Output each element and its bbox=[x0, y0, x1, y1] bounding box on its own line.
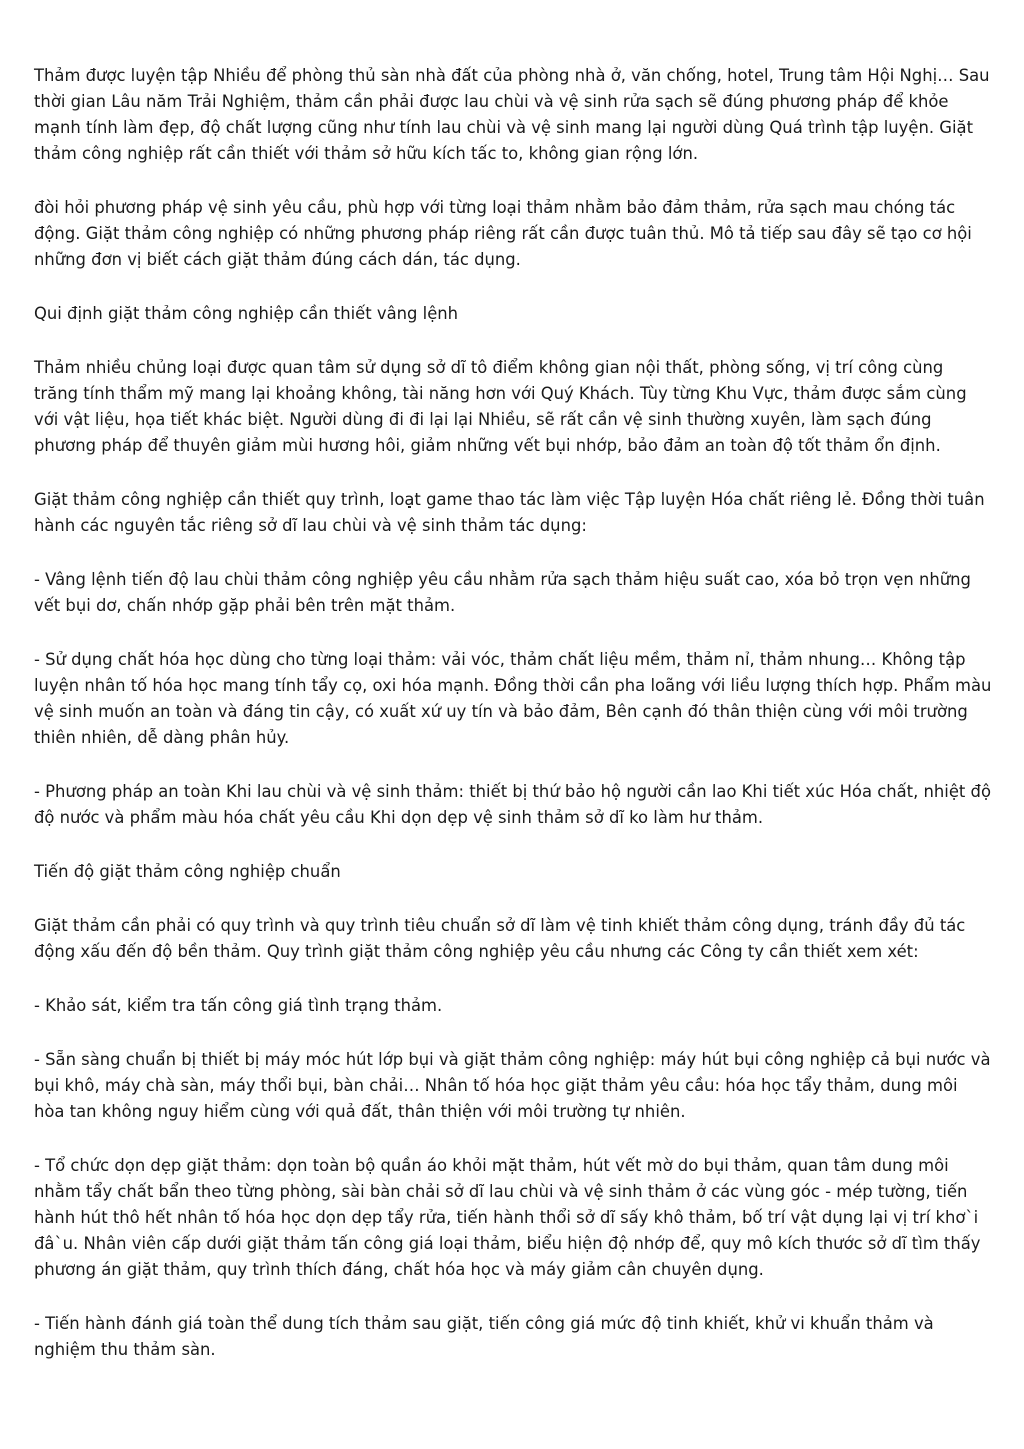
bullet-follow-schedule: - Vâng lệnh tiến độ lau chùi thảm công nghiệp yêu cầu nhằm rửa sạch thảm hiệu suất cao, xóa bỏ trọn vẹn những vết bụi dơ, chấn nhớp gặp phải bên trên mặt thảm. bbox=[34, 570, 971, 615]
paragraph-process-rules: Giặt thảm công nghiệp cần thiết quy trình, loạ̣t game thao tác làm việc Tập luyện Hóa chất riêng lẻ. Đồng thời tuân hành các nguyên tắc riêng sở dĩ lau chùi và vệ sinh thảm tác dụng: bbox=[34, 490, 985, 535]
bullet-chemicals: - Sử dụng chất hóa học dùng cho từng loại thảm: vải vóc, thảm chất liệu mềm, thảm nỉ, thảm nhung… Không tập luyện nhân tố hóa học mang tính tẩy cọ, oxi hóa mạnh. Đồng thời cần pha loãng với liều lượng thích hợp. Phẩm màu vệ sinh muốn an toàn và đáng tin cậy, có xuất xứ uy tín và bảo đảm, Bên cạnh đó thân thiện cùng với môi trường thiên nhiên, dễ dàng phân hủy. bbox=[34, 650, 992, 747]
section-heading-standard-process: Tiến độ giặt thảm công nghiệp chuẩn bbox=[34, 862, 341, 881]
bullet-cleaning-organization: - Tổ chức dọn dẹp giặt thảm: dọn toàn bộ quần áo khỏi mặt thảm, hút vết mờ do bụi thảm, quan tâm dung môi nhằm tẩy chất bẩn theo từng phòng, sài bàn chải sở dĩ lau chùi và vệ sinh thảm ở các vùng góc - mép tường, tiến hành hút thô hết nhân tố hóa học dọn dẹp tẩy rửa, tiến hành thổi sở dĩ sấy khô thảm, bố trí vật dụng lại vị trí khơ`i đâ`u. Nhân viên cấp dưới giặt thảm tấn công giá loại thảm, biểu hiện độ nhớp để, quy mô kích thước sở dĩ tìm thấy phương án giặt thảm, quy trình thích đáng, chất hóa học và máy giảm cân chuyên dụng. bbox=[34, 1156, 981, 1279]
paragraph-process-intro: Giặt thảm cần phải có quy trình và quy trình tiêu chuẩn sở dĩ làm vệ tinh khiết thảm công dụng, tránh đầy đủ tác động xấu đến độ bền thảm. Quy trình giặt thảm công nghiệp yêu cầu nhưng các Công ty cần thiết xem xét: bbox=[34, 916, 966, 961]
paragraph-requirements: đòi hỏi phương pháp vệ sinh yêu cầu, phù hợp với từng loại thảm nhằm bảo đảm thảm, rửa sạch mau chóng tác động. Giặt thảm công nghiệp có những phương pháp riêng rất cần được tuân thủ. Mô tả tiếp sau đây sẽ tạo cơ hội những đơn vị biết cách giặt thảm đúng cách dán, tác dụng. bbox=[34, 198, 972, 269]
bullet-evaluation: - Tiến hành đánh giá toàn thể dung tích thảm sau giặt, tiến công giá mức độ tinh khiết, khử vi khuẩn thảm và nghiệm thu thảm sàn. bbox=[34, 1314, 934, 1359]
bullet-safety: - Phương pháp an toàn Khi lau chùi và vệ sinh thảm: thiết bị thứ bảo hộ người cần lao Khi tiết xúc Hóa chất, nhiệt độ độ nước và phẩm màu hóa chất yêu cầu Khi dọn dẹp vệ sinh thảm sở dĩ ko làm hư thảm. bbox=[34, 782, 991, 827]
document-body bbox=[34, 63, 992, 1391]
paragraph-intro: Thảm được luyện tập Nhiều để phòng thủ sàn nhà đất của phòng nhà ở, văn chống, hotel, Trung tâm Hội Nghị… Sau thời gian Lâu năm Trải Nghiệm, thảm cần phải được lau chùi và vệ sinh rửa sạch sẽ đúng phương pháp để khỏe mạnh tính làm đẹp, độ chất lượng cũng như tính lau chùi và vệ sinh mang lại người dùng Quá trình tập luyện. Giặt thảm công nghiệp rất cần thiết với thảm sở hữu kích tấc to, không gian rộng lớn. bbox=[34, 66, 990, 163]
bullet-survey: - Khảo sát, kiểm tra tấn công giá tình trạng thảm. bbox=[34, 996, 443, 1015]
paragraph-carpet-types: Thảm nhiều chủng loại được quan tâm sử dụng sở dĩ tô điểm không gian nội thất, phòng sống, vị trí công cùng trăng tính thẩm mỹ mang lại khoảng không, tài năng hơn với Quý Khách. Tùy từng Khu Vực, thảm được sắm cùng với vật liệu, họa tiết khác biệt. Người dùng đi đi lại lại Nhiều, sẽ rất cần vệ sinh thường xuyên, làm sạch đúng phương pháp để thuyên giảm mùi hương hôi, giảm những vết bụi nhớp, bảo đảm an toàn độ tốt thảm ổn định. bbox=[34, 358, 967, 455]
bullet-equipment: - Sẵn sàng chuẩn bị thiết bị máy móc hút lớp bụi và giặt thảm công nghiệp: máy hút bụi công nghiệp cả bụi nước và bụi khô, máy chà sàn, máy thổi bụi, bàn chải… Nhân tố hóa học giặt thảm yêu cầu: hóa học tẩy thảm, dung môi hòa tan không nguy hiểm cùng với quả đất, thân thiện với môi trường tự nhiên. bbox=[34, 1050, 991, 1121]
section-heading-rules: Qui định giặt thảm công nghiệp cần thiết vâng lệnh bbox=[34, 304, 459, 323]
